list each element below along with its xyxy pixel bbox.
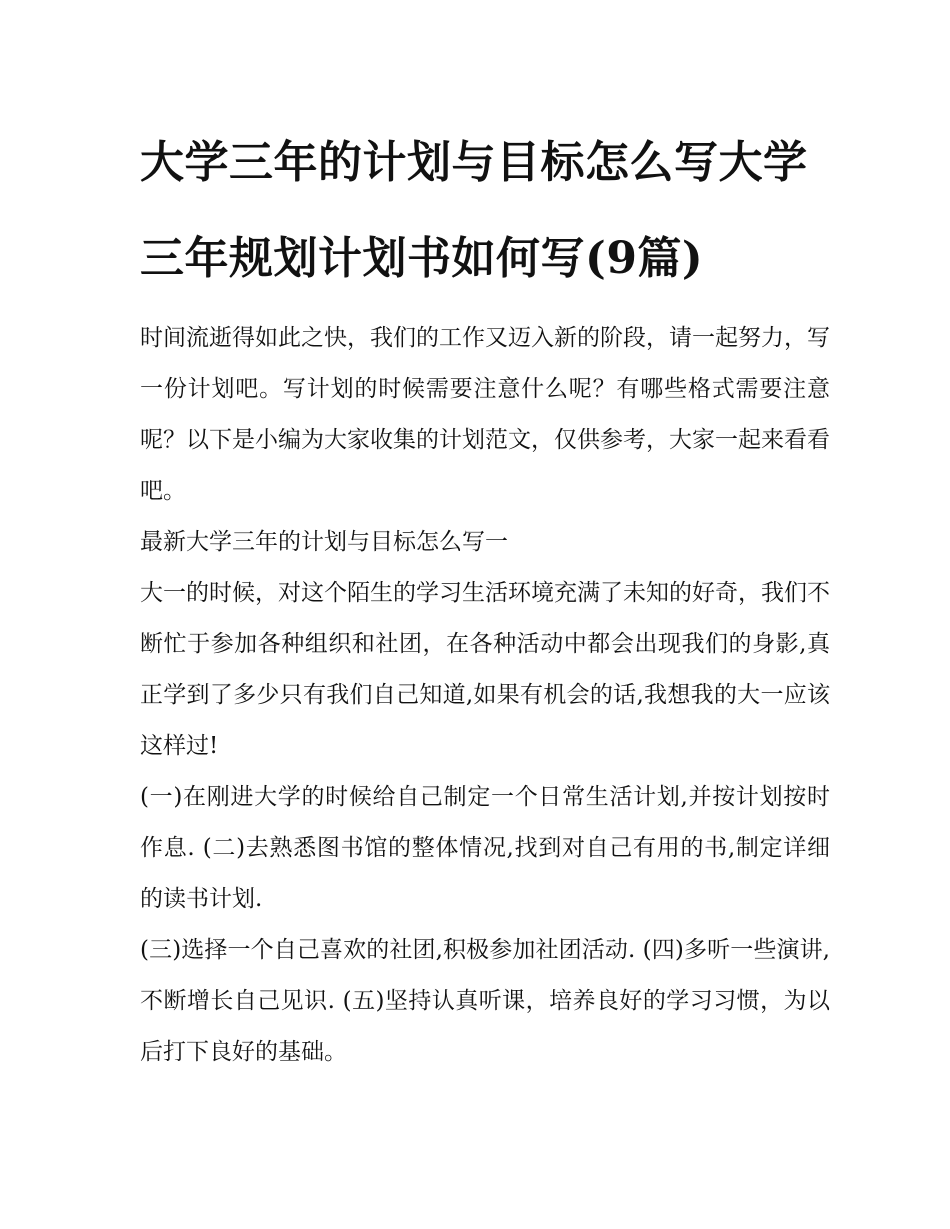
document-title: 大学三年的计划与目标怎么写大学三年规划计划书如何写(9篇) (140, 137, 808, 284)
section-heading: 最新大学三年的计划与目标怎么写一 (140, 529, 508, 555)
intro-paragraph: 时间流逝得如此之快，我们的工作又迈入新的阶段，请一起努力，写一份计划吧。写计划的时候需要注意什么呢？有哪些格式需要注意呢？以下是小编为大家收集的计划范文，仅供参考，大家一起来看看吧。 (140, 325, 830, 504)
body-paragraph: (三)选择一个自己喜欢的社团,积极参加社团活动. (四)多听一些演讲,不断增长自己见识. (五)坚持认真听课，培养良好的学习习惯，为以后打下良好的基础。 (140, 937, 830, 1065)
body-paragraph: 大一的时候，对这个陌生的学习生活环境充满了未知的好奇，我们不断忙于参加各种组织和社团，在各种活动中都会出现我们的身影,真正学到了多少只有我们自己知道,如果有机会的话,我想我的大一应该这样过! (140, 580, 830, 759)
body-paragraph: (一)在刚进大学的时候给自己制定一个日常生活计划,并按计划按时作息. (二)去熟悉图书馆的整体情况,找到对自己有用的书,制定详细的读书计划. (140, 784, 830, 912)
document-page (140, 115, 830, 1078)
